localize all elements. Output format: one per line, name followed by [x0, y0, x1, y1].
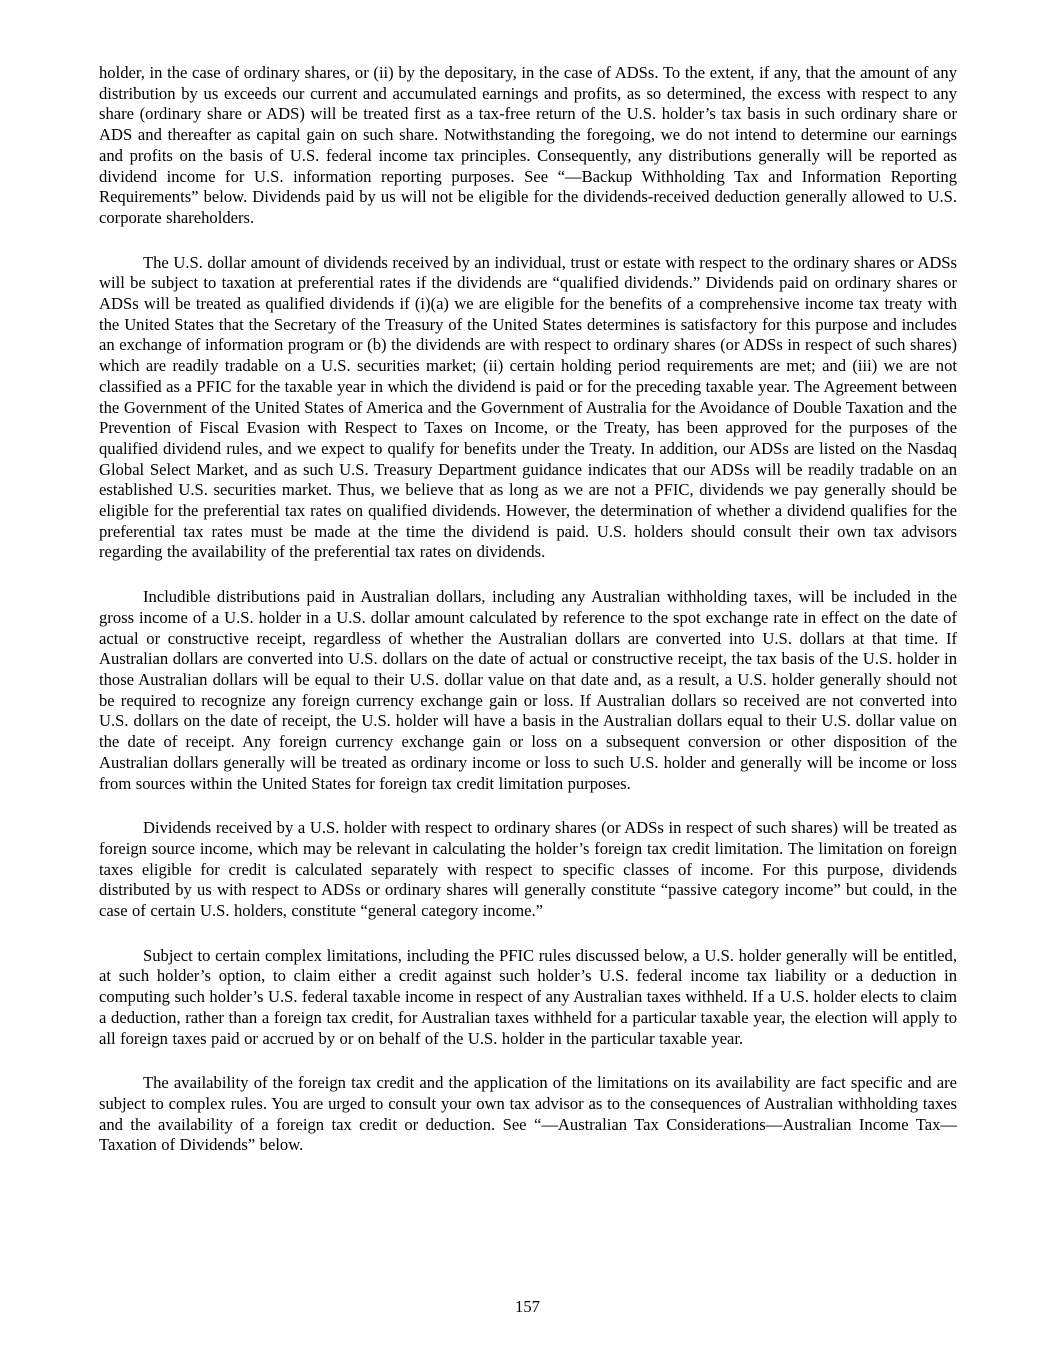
paragraph: Includible distributions paid in Australian dollars, including any Australian withholding taxes, will be included in the gross income of a U.S. holder in a U.S. dollar amount calculated by reference to the spot exchange rate in effect on the date of actual or constructive receipt, regardless of whether the Australian dollars are converted into U.S. dollars at that time. If Australian dollars are converted into U.S. dollars on the date of actual or constructive receipt, the tax basis of the U.S. holder in those Australian dollars will be equal to their U.S. dollar value on that date and, as a result, a U.S. holder generally should not be required to recognize any foreign currency exchange gain or loss. If Australian dollars so received are not converted into U.S. dollars on the date of receipt, the U.S. holder will have a basis in the Australian dollars equal to their U.S. dollar value on the date of receipt. Any foreign currency exchange gain or loss on a subsequent conversion or other disposition of the Australian dollars generally will be treated as ordinary income or loss to such U.S. holder and generally will be income or loss from sources within the United States for foreign tax credit limitation purposes. — [99, 587, 957, 793]
paragraph: The availability of the foreign tax credit and the application of the limitations on its availability are fact specific and are subject to complex rules. You are urged to consult your own tax advisor as to the consequences of Australian withholding taxes and the availability of a foreign tax credit or deduction. See “—Australian Tax Considerations—Australian Income Tax—Taxation of Dividends” below. — [99, 1073, 957, 1155]
paragraph: The U.S. dollar amount of dividends received by an individual, trust or estate with respect to the ordinary shares or ADSs will be subject to taxation at preferential rates if the dividends are “qualified dividends.” Dividends paid on ordinary shares or ADSs will be treated as qualified dividends if (i)(a) we are eligible for the benefits of a comprehensive income tax treaty with the United States that the Secretary of the Treasury of the United States determines is satisfactory for this purpose and includes an exchange of information program or (b) the dividends are with respect to ordinary shares (or ADSs in respect of such shares) which are readily tradable on a U.S. securities market; (ii) certain holding period requirements are met; and (iii) we are not classified as a PFIC for the taxable year in which the dividend is paid or for the preceding taxable year. The Agreement between the Government of the United States of America and the Government of Australia for the Avoidance of Double Taxation and the Prevention of Fiscal Evasion with Respect to Taxes on Income, or the Treaty, has been approved for the purposes of the qualified dividend rules, and we expect to qualify for benefits under the Treaty. In addition, our ADSs are listed on the Nasdaq Global Select Market, and as such U.S. Treasury Department guidance indicates that our ADSs will be readily tradable on an established U.S. securities market. Thus, we believe that as long as we are not a PFIC, dividends we pay generally should be eligible for the preferential tax rates on qualified dividends. However, the determination of whether a dividend qualifies for the preferential tax rates must be made at the time the dividend is paid. U.S. holders should consult their own tax advisors regarding the availability of the preferential tax rates on dividends. — [99, 252, 957, 562]
page-body-text — [99, 63, 957, 1180]
paragraph: holder, in the case of ordinary shares, or (ii) by the depositary, in the case of ADSs. To the extent, if any, that the amount of any distribution by us exceeds our current and accumulated earnings and profits, as so determined, the excess with respect to any share (ordinary share or ADS) will be treated first as a tax-free return of the U.S. holder’s tax basis in such ordinary share or ADS and thereafter as capital gain on such share. Notwithstanding the foregoing, we do not intend to determine our earnings and profits on the basis of U.S. federal income tax principles. Consequently, any distributions generally will be reported as dividend income for U.S. information reporting purposes. See “—Backup Withholding Tax and Information Reporting Requirements” below. Dividends paid by us will not be eligible for the dividends-received deduction generally allowed to U.S. corporate shareholders. — [99, 63, 957, 227]
page-number: 157 — [515, 1297, 540, 1316]
paragraph: Dividends received by a U.S. holder with respect to ordinary shares (or ADSs in respect of such shares) will be treated as foreign source income, which may be relevant in calculating the holder’s foreign tax credit limitation. The limitation on foreign taxes eligible for credit is calculated separately with respect to specific classes of income. For this purpose, dividends distributed by us with respect to ADSs or ordinary shares will generally constitute “passive category income” but could, in the case of certain U.S. holders, constitute “general category income.” — [99, 818, 957, 921]
paragraph: Subject to certain complex limitations, including the PFIC rules discussed below, a U.S. holder generally will be entitled, at such holder’s option, to claim either a credit against such holder’s U.S. federal income tax liability or a deduction in computing such holder’s U.S. federal taxable income in respect of any Australian taxes withheld. If a U.S. holder elects to claim a deduction, rather than a foreign tax credit, for Australian taxes withheld for a particular taxable year, the election will apply to all foreign taxes paid or accrued by or on behalf of the U.S. holder in the particular taxable year. — [99, 945, 957, 1048]
